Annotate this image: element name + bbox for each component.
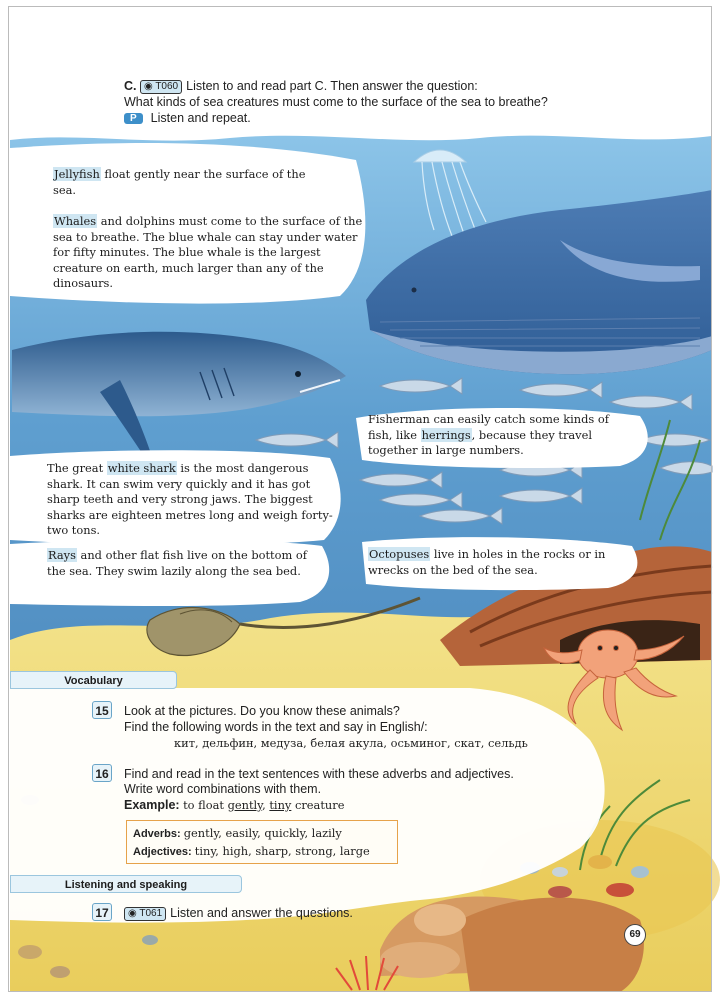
repeat-instruction: Listen and repeat.	[150, 111, 251, 125]
keyword-rays: Rays	[48, 548, 76, 562]
adjectives-list: tiny, high, sharp, strong, large	[194, 844, 370, 858]
adverbs-list: gently, easily, quickly, lazily	[183, 826, 342, 840]
task-16-example: Example: to float gently, tiny creature	[124, 798, 345, 812]
rays-passage	[47, 548, 323, 579]
fisherman-passage	[368, 412, 636, 459]
shark-text-end: is the most dangerous shark. It can swim very quickly and it has got sharp teeth and very strong jaws. The biggest sharks are eighteen metres long and weigh forty-two tons.	[47, 461, 333, 538]
part-c-question: What kinds of sea creatures must come to the surface of the sea to breathe?	[124, 95, 548, 109]
example-word-tiny: tiny	[269, 798, 292, 812]
word-box	[126, 820, 398, 864]
part-c-instruction	[124, 78, 478, 95]
adverbs-label: Adverbs:	[133, 828, 181, 840]
p-badge[interactable]: P	[124, 113, 143, 124]
audio-icon: ◉	[143, 81, 153, 92]
task-17-number: 17	[92, 903, 112, 921]
audio-icon: ◉	[128, 908, 137, 919]
fisherman-text-start: Fisherman can easily catch some kinds of fish, like	[368, 412, 609, 442]
instruction-text: Listen to and read part C. Then answer the question:	[186, 79, 478, 93]
russian-words: кит, дельфин, медуза, белая акула, осьминог, скат, сельдь	[174, 736, 528, 750]
shark-text-start: The great	[47, 461, 107, 475]
jellyfish-passage	[53, 167, 325, 198]
task-17-line	[124, 905, 353, 921]
audio-track-number: T060	[155, 81, 179, 92]
example-word-gently: gently	[227, 798, 263, 812]
task-16-number: 16	[92, 764, 112, 782]
octopuses-text: live in holes in the rocks or in wrecks on the bed of the sea.	[368, 547, 606, 577]
listening-speaking-heading: Listening and speaking	[10, 875, 242, 893]
adjectives-label: Adjectives:	[133, 846, 192, 858]
task-16-line-2: Write word combinations with them.	[124, 782, 322, 796]
example-prefix: to float	[183, 798, 228, 812]
whales-passage	[53, 214, 369, 292]
jellyfish-text: float gently near the surface of the sea.	[53, 167, 306, 197]
example-label: Example:	[124, 798, 180, 812]
audio-track-number-2: T061	[139, 908, 163, 919]
task-15-line-2: Find the following words in the text and say in English/:	[124, 720, 428, 734]
keyword-jellyfish: Jellyfish	[54, 167, 100, 181]
octopuses-passage	[368, 547, 630, 578]
keyword-herrings: herrings	[421, 427, 471, 442]
shark-passage	[47, 461, 335, 539]
section-letter: C.	[124, 79, 137, 93]
task-16-line-1: Find and read in the text sentences with these adverbs and adjectives.	[124, 767, 514, 781]
adjectives-row	[133, 843, 391, 861]
adverbs-row	[133, 825, 391, 843]
listen-repeat-line	[124, 110, 251, 127]
whales-text: and dolphins must come to the surface of the sea to breathe. The blue whale can stay under water for fifty minutes. The blue whale is the largest creature on earth, much larger than any of the dinosaurs.	[53, 214, 363, 291]
task-15-number: 15	[92, 701, 112, 719]
keyword-whales: Whales	[54, 214, 97, 228]
vocabulary-heading: Vocabulary	[10, 671, 177, 689]
fisherman-text-end: , because they travel together in large numbers.	[368, 427, 593, 458]
keyword-white-shark: white shark	[107, 461, 176, 475]
audio-track-badge-2[interactable]	[124, 907, 166, 921]
audio-track-badge[interactable]	[140, 80, 182, 94]
rays-text: and other flat fish live on the bottom of the sea. They swim lazily along the sea bed.	[47, 548, 307, 578]
task-17-text: Listen and answer the questions.	[170, 906, 353, 920]
keyword-octopuses: Octopuses	[369, 547, 430, 561]
page-number: 69	[624, 924, 646, 946]
task-15-line-1: Look at the pictures. Do you know these animals?	[124, 704, 400, 718]
example-suffix: creature	[291, 798, 345, 812]
